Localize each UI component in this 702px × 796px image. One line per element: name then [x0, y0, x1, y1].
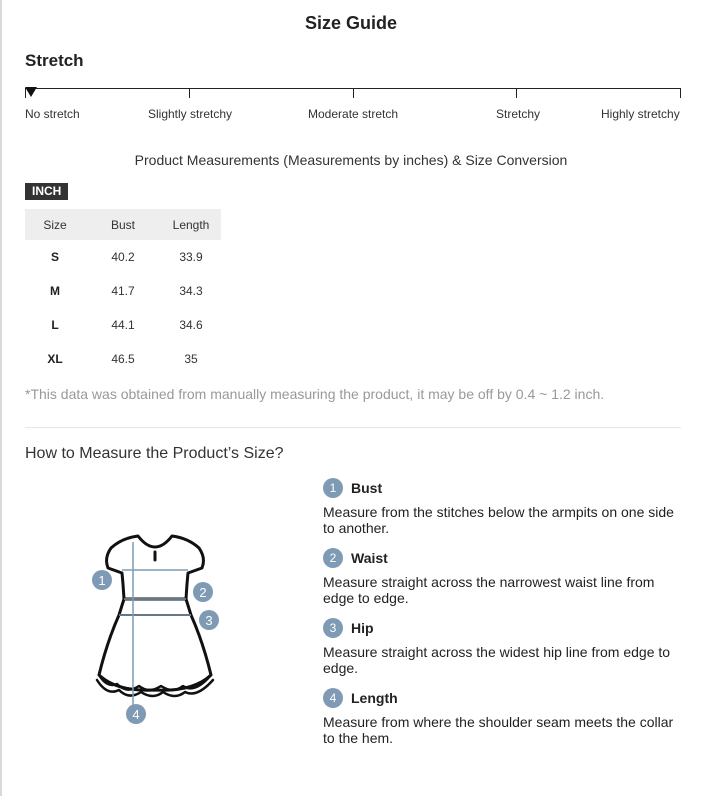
section-divider	[25, 427, 681, 428]
bust-cell: 41.7	[111, 284, 135, 298]
stretch-marker-icon	[25, 87, 37, 97]
scale-tick	[516, 88, 517, 98]
page-title: Size Guide	[304, 13, 398, 33]
step-description: Measure straight across the widest hip line from edge to edge.	[323, 644, 671, 676]
step-title: Waist	[351, 550, 388, 566]
length-cell: 34.3	[179, 284, 203, 298]
step-number-badge: 1	[323, 478, 343, 498]
step-waist	[323, 548, 683, 606]
unit-badge[interactable]: INCH	[25, 183, 68, 200]
dress-diagram-icon	[85, 520, 225, 730]
size-cell: L	[51, 318, 59, 332]
step-title: Bust	[351, 480, 383, 496]
marker-length-label: 4	[132, 707, 140, 722]
step-description: Measure from where the shoulder seam meets the collar to the hem.	[323, 714, 674, 746]
panel-edge	[0, 0, 2, 796]
stretch-heading: Stretch	[25, 51, 84, 70]
step-title: Hip	[351, 620, 374, 636]
step-number-badge: 2	[323, 548, 343, 568]
measurements-caption: Product Measurements (Measurements by inches) & Size Conversion	[134, 152, 568, 168]
table-header-cell: Size	[25, 209, 85, 240]
measure-steps	[323, 478, 683, 758]
step-number-badge: 3	[323, 618, 343, 638]
table-row	[25, 342, 221, 376]
size-cell: XL	[47, 352, 63, 366]
table-header-cell: Bust	[85, 209, 161, 240]
size-cell: M	[50, 284, 60, 298]
scale-tick	[189, 88, 190, 98]
stretch-level-label: Highly stretchy	[601, 107, 680, 121]
table-header-row	[25, 209, 221, 240]
length-cell: 33.9	[179, 250, 203, 264]
step-hip	[323, 618, 683, 676]
step-number-badge: 4	[323, 688, 343, 708]
stretch-level-label: Stretchy	[496, 107, 541, 121]
scale-tick	[680, 88, 681, 98]
how-to-measure-title: How to Measure the Product’s Size?	[25, 445, 284, 462]
table-header-cell: Length	[161, 209, 221, 240]
step-bust	[323, 478, 683, 536]
stretch-scale	[25, 88, 681, 100]
bust-cell: 44.1	[111, 318, 135, 332]
marker-waist-label: 2	[199, 585, 207, 600]
marker-bust-label: 1	[98, 573, 106, 588]
stretch-level-label: No stretch	[25, 107, 80, 121]
length-cell: 34.6	[179, 318, 203, 332]
marker-hip-label: 3	[205, 613, 213, 628]
bust-cell: 40.2	[111, 250, 135, 264]
bust-cell: 46.5	[111, 352, 135, 366]
step-title: Length	[351, 690, 398, 706]
table-row	[25, 274, 221, 308]
step-length	[323, 688, 683, 746]
measurement-footnote: *This data was obtained from manually measuring the product, it may be off by 0.4 ~ 1.2 inch.	[25, 386, 605, 402]
step-description: Measure straight across the narrowest waist line from edge to edge.	[323, 574, 655, 606]
stretch-level-label: Slightly stretchy	[148, 107, 233, 121]
scale-tick	[353, 88, 354, 98]
table-row	[25, 308, 221, 342]
step-description: Measure from the stitches below the armpits on one side to another.	[323, 504, 674, 536]
size-cell: S	[50, 250, 59, 264]
size-table	[25, 209, 221, 376]
length-cell: 35	[184, 352, 198, 366]
table-row	[25, 240, 221, 274]
stretch-level-label: Moderate stretch	[308, 107, 399, 121]
